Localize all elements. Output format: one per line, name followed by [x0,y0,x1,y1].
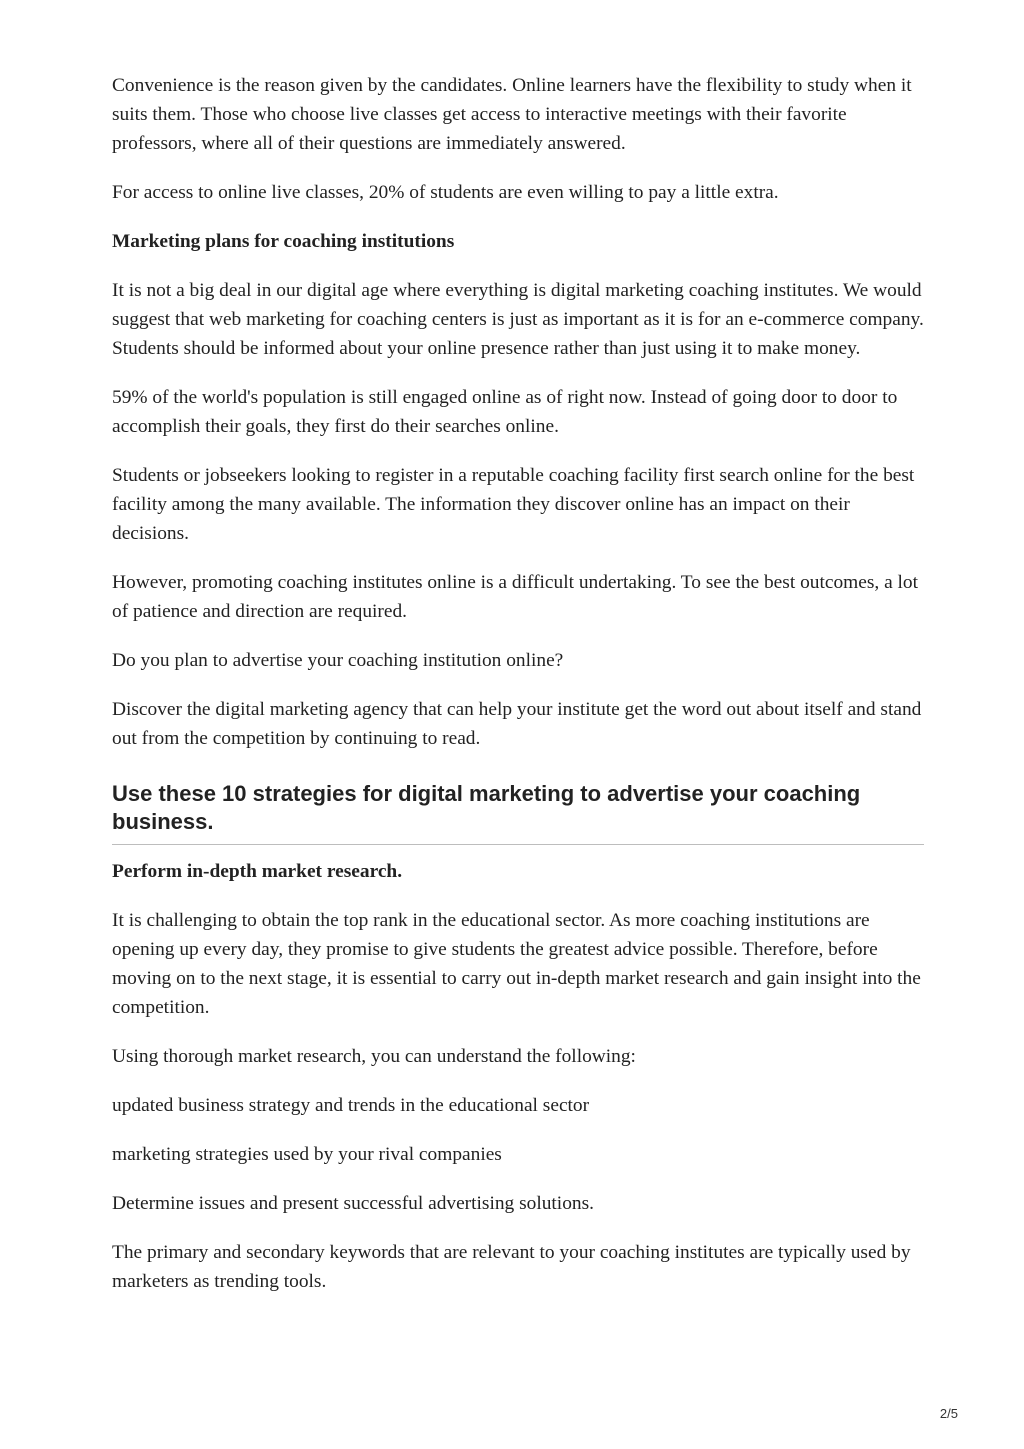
paragraph-educational-sector: It is challenging to obtain the top rank in the educational sector. As more coaching institutions are opening up every day, they promise to give students the greatest advice possible. Therefore, before moving on to the next stage, it is essential to carry out in-depth market research and gain insight into the competition. [112,910,921,1018]
strategies-heading: Use these 10 strategies for digital marketing to advertise your coaching business. [112,780,924,845]
marketing-plans-heading: Marketing plans for coaching institutions [112,231,455,252]
paragraph-digital-age: It is not a big deal in our digital age where everything is digital marketing coaching institutes. We would suggest that web marketing for coaching centers is just as important as it is for an e-commerce company. Students should be informed about your online presence rather than just using it to make money. [112,280,924,359]
paragraph-thorough-research: Using thorough market research, you can understand the following: [112,1046,636,1067]
paragraph-live-classes: For access to online live classes, 20% of students are even willing to pay a little extra. [112,182,779,203]
paragraph-plan-question: Do you plan to advertise your coaching institution online? [112,650,564,671]
paragraph-students-search: Students or jobseekers looking to register in a reputable coaching facility first search online for the best facility among the many available. The information they discover online has an impact on their decisions. [112,465,915,544]
market-research-heading: Perform in-depth market research. [112,861,403,882]
paragraph-keywords: The primary and secondary keywords that are relevant to your coaching institutes are typically used by marketers as trending tools. [112,1242,911,1292]
paragraph-rival-strategies: marketing strategies used by your rival companies [112,1144,502,1165]
paragraph-determine-issues: Determine issues and present successful advertising solutions. [112,1193,594,1214]
page-number: 2/5 [939,1406,958,1421]
paragraph-convenience: Convenience is the reason given by the candidates. Online learners have the flexibility to study when it suits them. Those who choose live classes get access to interactive meetings with their favorite professors, where all of their questions are immediately answered. [112,75,912,154]
paragraph-discover-agency: Discover the digital marketing agency that can help your institute get the word out about itself and stand out from the competition by continuing to read. [112,699,922,749]
paragraph-business-strategy: updated business strategy and trends in the educational sector [112,1095,590,1116]
paragraph-world-population: 59% of the world's population is still engaged online as of right now. Instead of going door to door to accomplish their goals, they first do their searches online. [112,387,898,437]
paragraph-promoting-difficult: However, promoting coaching institutes online is a difficult undertaking. To see the best outcomes, a lot of patience and direction are required. [112,572,918,622]
document-body [112,71,924,1316]
